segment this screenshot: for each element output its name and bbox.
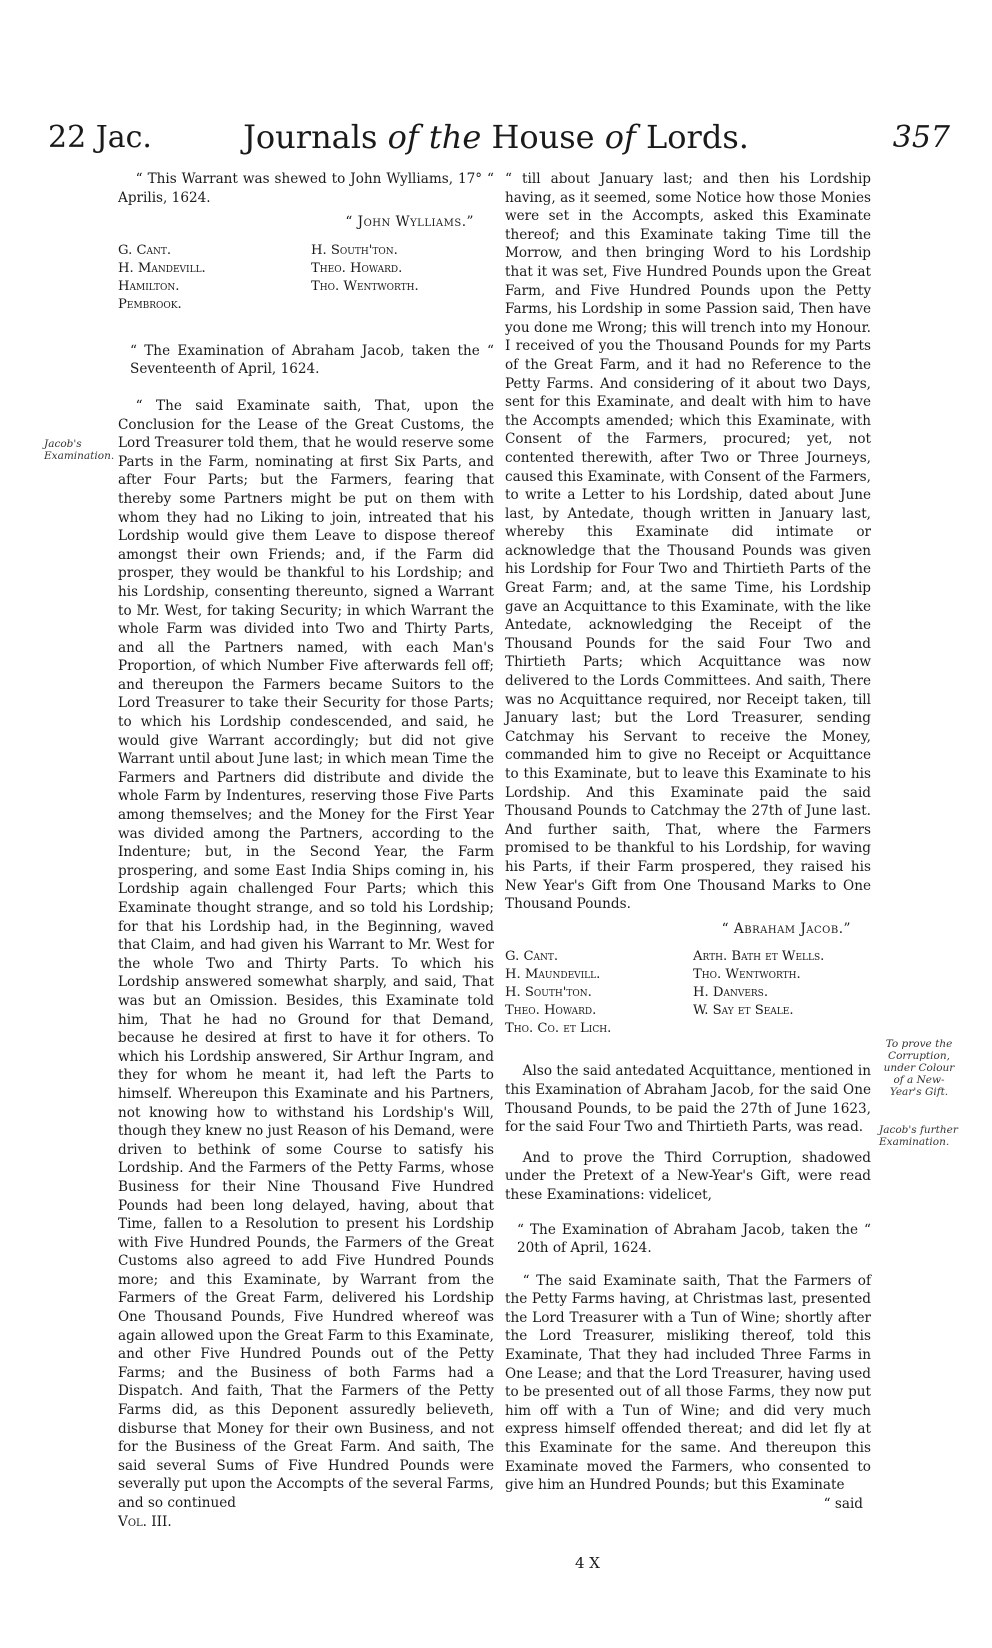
examination-body: “ The said Examinate saith, That, upon the Conclusion for the Lease of the Great Customs, the Lord Treasurer told them, that he would reserve some Parts in the Farm, nominating at first Six Parts, and after Four Parts; but the Farmers, fearing that thereby some Partners might be put on them with whom they had no Liking to join, intreated that his Lordship would give them Leave to dispose thereof amongst their own Friends; and, if the Farm did prosper, they would be thankful to his Lordship; and his Lordship, consenting thereunto, signed a Warrant to Mr. West, for taking Security; in which Warrant the whole Farm was divided into Two and Thirty Parts, and all the Partners named, with each Man's Proportion, of which Number Five afterwards fell off; and thereupon the Farmers became Suitors to the Lord Treasurer to take their Security for those Parts; to which his Lordship condescended, and said, he would give Warrant accordingly; but did not give Warrant until about June last; in which mean Time the Farmers and Partners did distribute and divide the whole Farm by Indentures, reserving those Five Parts among themselves; and the Money for the First Year was divided among the Partners, according to the Indenture; but, in the Second Year, the Farm prospering, and some East India Ships coming in, his Lordship again challenged Four Parts; which this Examinate thought strange, and so told his Lordship; for that his Lordship had, in the Beginning, waved that Claim, and had given his Warrant to Mr. West for the whole Two and Thirty Parts. To which his Lordship answered somewhat sharply, and said, That was but an Omission. Besides, this Examinate told him, That he had no Ground for that Demand, because he desired at first to have it for others. To which his Lordship answered, Sir Arthur Ingram, and they for whom he meant it, had left the Parts to himself. Whereupon this Examinate and his Partners, not knowing how to withstand his Lordship's Will, though they knew no just Reason of his Demand, were driven to bethink of some Course to satisfy his Lordship. And the Farmers of the Petty Farms, whose Business for their Nine Thousand Five Hundred Pounds had been long delayed, having, about that Time, fallen to a Resolution to present his Lordship with Five Hundred Pounds, the Farmers of the Great Customs also agreed to add Five Hundred Pounds more; and this Examinate, by Warrant from the Farmers of the Great Farm, delivered his Lordship One Thousand Pounds, Five Hundred whereof was again allowed upon the Great Farm to this Examinate, and other Five Hundred Pounds out of the Petty Farms; and the Business of both Farms had a Dispatch. And faith, That the Farmers of the Petty Farms did, as this Deponent assuredly believeth, disburse that Money for their own Business, and not for the Business of the Great Farm. And saith, The said several Sums of Five Hundred Pounds were severally put upon the Accompts of the several Farms, and so continued: [118, 397, 494, 1511]
signatory: W. Say et Seale.: [693, 1003, 794, 1019]
page-number: 357: [892, 120, 950, 155]
signatory: Theo. Howard.: [311, 260, 403, 276]
signatory: G. Cant.: [505, 949, 559, 965]
examination-heading: “ The Examination of Abraham Jacob, taken the “ Seventeenth of April, 1624.: [130, 342, 494, 378]
signatory: Tho. Wentworth.: [693, 967, 801, 983]
signatory: Tho. Co. et Lich.: [505, 1021, 612, 1037]
catchword: “ said: [823, 1495, 863, 1512]
header-title: Journals of the House of Lords.: [243, 118, 749, 156]
signatories-block-1: [118, 242, 494, 314]
signatory: [693, 1020, 871, 1038]
signatory: H. South'ton.: [505, 985, 592, 1001]
third-corruption-paragraph: And to prove the Third Corruption, shadowed under the Pretext of a New-Year's Gift, were read these Examinations: videlicet,: [505, 1149, 871, 1203]
examination-2-body: “ The said Examinate saith, That the Farmers of the Petty Farms having, at Christmas last, presented the Lord Treasurer with a Tun of Wine; shortly after the Lord Treasurer, misliking thereof, told this Examinate, That they had included Three Farms in One Lease; and that the Lord Treasurer, having used to be presented out of all those Farms, they now put him off with a Tun of Wine; and did very much express himself offended thereat; and did let fly at this Examinate for the same. And thereupon this Examinate moved the Farmers, who consented to give him an Hundred Pounds; but this Examinate: [505, 1272, 871, 1494]
right-column: [505, 170, 871, 1513]
signatory: G. Cant.: [118, 242, 172, 258]
signature-mark: 4 X: [575, 1554, 600, 1572]
examination-continued: “ till about January last; and then his Lordship having, as it seemed, some Notice how those Monies were set in the Accompts, asked this Examinate thereof; and this Examinate taking Time till the Morrow, and then bringing Word to his Lordship that it was set, Five Hundred Pounds upon the Great Farm, and Five Hundred Pounds upon the Petty Farms, his Lordship in some Passion said, Then have you done me Wrong; this will trench into my Honour. I received of you the Thousand Pounds for my Parts of the Great Farm, and it had no Reference to the Petty Farms. And considering of it about two Days, sent for this Examinate, and dealt with him to have the Accompts amended; which this Examinate, with Consent of the Farmers, procured; yet, not contented therewith, after Two or Three Journeys, caused this Examinate, with Consent of the Farmers, to write a Letter to his Lordship, dated about June last, by Antedate, though written in January last, whereby this Examinate did intimate or acknowledge that the Thousand Pounds was given his Lordship for Four Two and Thirtieth Parts of the Great Farm; and, at the same Time, his Lordship gave an Acquittance to this Examinate, with the like Antedate, acknowledging the Receipt of the Thousand Pounds for the said Four Two and Thirtieth Parts; which Acquittance was now delivered to the Lords Committees. And saith, There was no Acquittance required, nor Receipt taken, till January last; but the Lord Treasurer, sending Catchmay his Servant to receive the Money, commanded him to give no Receipt or Acquittance to this Examinate, but to leave this Examinate to his Lordship. And this Examinate paid the said Thousand Pounds to Catchmay the 27th of June last. And further saith, That, where the Farmers promised to be thankful to his Lordship, for waving his Parts, if their Farm prospered, they raised his New Year's Gift from One Thousand Marks to One Thousand Pounds.: [505, 171, 871, 913]
left-column: [118, 170, 494, 1531]
signatory: Arth. Bath et Wells.: [693, 949, 825, 965]
signatory: Pembrook.: [118, 296, 182, 312]
signatory: H. Danvers.: [693, 985, 769, 1001]
examination-signature: “ Abraham Jacob.”: [721, 920, 851, 937]
signatory: H. Maundevill.: [505, 967, 601, 983]
running-header: [40, 118, 952, 166]
acquittance-paragraph: Also the said antedated Acquittance, mentioned in this Examination of Abraham Jacob, for the said One Thousand Pounds, to be paid the 27th of June 1623, for the said Four Two and Thirtieth Parts, was read.: [505, 1063, 871, 1136]
signatory: Tho. Wentworth.: [311, 278, 419, 294]
examination-2-heading: “ The Examination of Abraham Jacob, taken the “ 20th of April, 1624.: [517, 1221, 871, 1257]
signatory: H. Mandevill.: [118, 260, 206, 276]
signatory: Hamilton.: [118, 278, 180, 294]
warrant-signature: “ John Wylliams.”: [345, 214, 474, 231]
header-regnal-year: 22 Jac.: [48, 120, 152, 155]
warrant-note: “ This Warrant was shewed to John Wylliams, 17° “ Aprilis, 1624.: [118, 171, 494, 206]
signatory: H. South'ton.: [311, 242, 398, 258]
signatories-block-2: [505, 948, 871, 1038]
volume-footer: Vol. III.: [118, 1513, 172, 1530]
margin-note-jacob-examination: Jacob's Examination.: [44, 438, 115, 462]
margin-note-third-corruption: To prove the Corruption, under Colour of a New-Year's Gift.: [883, 1038, 955, 1098]
signatory: [311, 296, 494, 314]
signatory: Theo. Howard.: [505, 1003, 597, 1019]
margin-note-further-examination: Jacob's further Examination.: [879, 1124, 958, 1148]
